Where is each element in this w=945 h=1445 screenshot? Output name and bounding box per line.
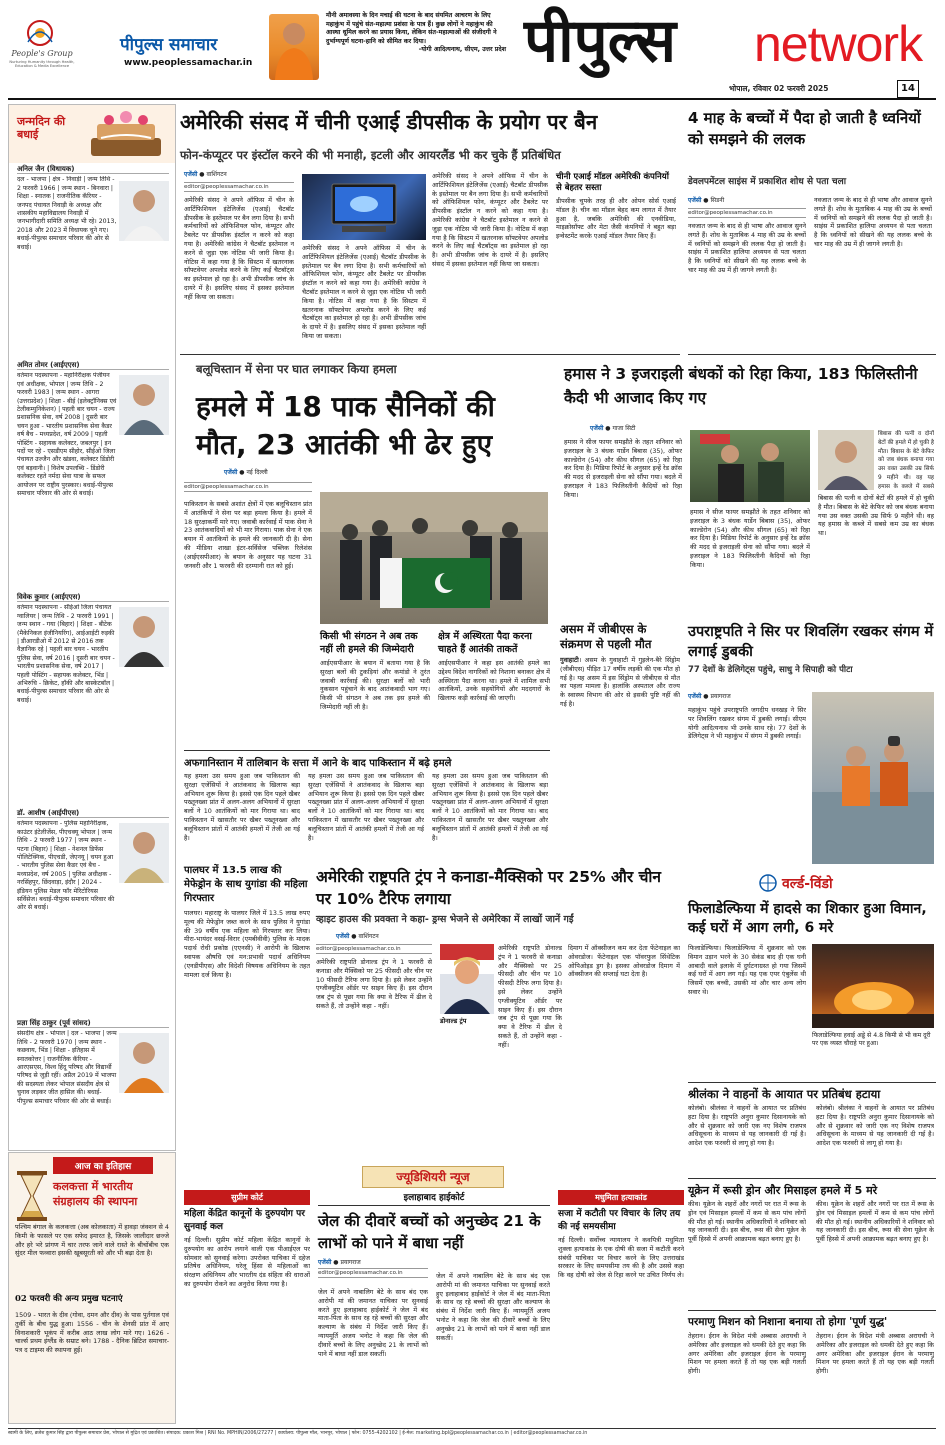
sc-label: सुप्रीम कोर्ट [184,1190,310,1205]
baloch-headline: हमले में 18 पाक सैनिकों की मौत, 23 आतंकी भी ढेर हुए [196,390,495,461]
infant-email: editor@peoplessamachar.co.in [688,208,806,218]
lead-rule [180,354,680,355]
cake-icon [81,108,171,160]
footer-imprint: स्वामी के लिए, ब्रजेश कुमार सिंह द्वारा पीपुल्स समाचार प्रेस, भोपाल से मुद्रित एवं प्रकाशित। संपादक: प्रकाश मिश्र | RNI No. MPHIN/2006/27277 | कार्यालय: पीपुल्स मॉल, भानपुर, भोपाल | फोन: 0755-4202102 | ई-मेल: marketing.bpl@peoplessamachar.co.in | editor@peoplessamachar.co.in [8,1431,588,1436]
entry-photo [119,823,169,883]
entry-photo [119,181,169,241]
afghan-body-col3: यह हमला उस समय हुआ जब पाकिस्तान की सुरक्षा एजेंसियों ने आतंकवाद के खिलाफ बड़ा अभियान शुरू किया है। इससे एक दिन पहले खैबर पख्तूनख्वा प्रांत में अलग-अलग अभियानों में सुरक्षा बलों ने 10 आतंकियों को मार गिराया था। बाद पाकिस्तान में खासतौर पर खैबर पख्तूनख्वा और बलूचिस्तान प्रांतों में आतंकी हमलों में तेजी आ गई है। [432,772,548,842]
byline-agency: एजेंसी [336,933,350,940]
judiciary-section [184,1166,684,1424]
baloch-col2 [438,630,550,740]
sc-story [184,1190,310,1422]
infant-rule [688,354,936,355]
iran-body-col2: तेहरान। ईरान के विदेश मंत्री अब्बास अराघची ने अमेरिका और इजराइल को धमकी देते हुए कहा कि अगर अमेरिका और इजराइल ईरान के परमाणु मिशन पर हमला करते हैं तो यह एक बड़ी गलती होगी। [816,1332,934,1376]
mp-headline: सजा में कटौती पर विचार के लिए तय की नई समयसीमा [558,1209,681,1232]
hamas-headline: हमास ने 3 इजराइली बंधकों को रिहा किया, 183 फिलिस्तीनी कैदी भी आजाद किए गए [564,365,918,407]
entry-photo [119,607,169,667]
ukraine-body-col1: कीव। यूक्रेन के शहरों और नगरों पर रात में रूस के ड्रोन एवं मिसाइल हमलों में कम से कम पांच लोगों की मौत हो गई। स्थानीय अधिकारियों ने शनिवार को यह जानकारी दी। इस बीच, रूस की सेना यूक्रेन के पूर्वी हिस्से में अपनी आक्रामक बढ़त बनाए हुए है। [688,1200,806,1244]
baloch-col1-body: आईएसपीआर के बयान में बताया गया है कि सुरक्षा बलों की टुकड़ियां और कमांडो ने तुरंत जवाबी कार्रवाई की। सुरक्षा बलों को भारी नुकसान पहुंचाने के बाद आतंकवादी भाग गए। किसी भी संगठन ने अब तक इस हमले की जिम्मेदारी नहीं ली है। [320,659,430,711]
assam-body: गुवाहाटी। असम के गुवाहाटी में गुइलेन-बैरे सिंड्रोम (जीबीएस) पीड़ित 17 वर्षीय लड़की की एक मौत हो गई है। यह असम में इस सिंड्रोम से जीबीएस से मौत का पहला मामला है। हालांकि अस्पताल और राज्य के स्वास्थ्य विभाग की ओर से इसकी पुष्टि नहीं की गई है। [560,656,680,708]
entry-photo [119,375,169,435]
hc-headline: जेल की दीवारें बच्चों को अनुच्छेद 21 के लाभों को पाने में बाधा नहीं [318,1212,541,1252]
website: www.peoplessamachar.in [124,58,253,68]
birthday-entry [17,593,169,809]
baloch-byline: एजेंसी ● नई दिल्ली [224,469,268,476]
lead-body-col3: अमेरिकी संसद ने अपने ऑफिस में चीन के आर्टिफिशियल इंटेलिजेंस (एआई) चैटबॉट डीपसीक के इस्तेमाल पर बैन लगा दिया है। सभी कर्मचारियों को ऑफिशियल फोन, कंप्यूटर और टैबलेट पर डीपसीक इंस्टॉल न करने को कहा गया है। अमेरिकी कांग्रेस ने चैटबॉट इस्तेमाल न करने से जुड़ा एक नोटिस भी जारी किया है। नोटिस में कहा गया है कि सिस्टम में खतरनाक सॉफ्टवेयर अपलोड करने के लिए कई चैटबॉट्स का इस्तेमाल हो रहा है। अभी डीपसीक जांच के दायरे में है। इसलिए संसद में इसका इस्तेमाल नहीं किया जा सकता। [432,172,548,268]
entry-details: वर्तमान पदस्थापना - महानिरीक्षक पंजीयन एवं अधीक्षक, भोपाल | जन्म तिथि - 2 फरवरी 1983 | जन्म स्थान - आगरा (उत्तरप्रदेश) | शिक्षा - बीई (इलेक्ट्रॉनिक्स एवं टेलीकम्युनिकेशन) | पहली बार चयन - राज्य प्रशासनिक सेवा, वर्ष 2008 | दूसरी बार चयन हुआ - भारतीय प्रशासनिक सेवा कैडर वर्ष बैच - मध्यप्रदेश, वर्ष 2009 | पहली पोस्टिंग - सहायक कलेक्टर, जबलपुर | इन पदों पर रहे - एसडीएम सीहोर, सीईओ जिला पंचायत उज्जैन और खंडवा, कलेक्टर डिंडोरी एवं बड़वानी। | विशेष उपलब्धि - डिंडोरी कलेक्टर रहते नर्मदा सेवा यात्रा के सफल आयोजन पर राष्ट्रीय पुरस्कार। बधाई-पीपुल्स समाचार परिवार की ओर से बधाई। [17,372,117,498]
yogi-photo [269,14,319,80]
trump-caption: डोनाल्ड ट्रंप [440,1017,467,1025]
hamas-side-body: बिबास की पत्नी व दोनों बेटों की हमले में हो चुकी है मौत। बिबास के बेटे केफिर को जब बंधक बनाया गया उस वक्त उसकी उम्र सिर्फ 9 महीने थी। वह यह हमास के कब्जे में सबसे कम उम्र का बंधक था। [818,494,934,538]
tariff-side-body: दिमाग में ऑक्सीजन कम कर देता फेंटेनाइल का ओवरडोज। फेंटेनाइल एक पॉवरफुल सिंथेटिक ओपिओइड ड्रग है। इसका ओवरडोज दिमाग में ऑक्सीजन की सप्लाई घटा देता है। [568,944,680,979]
lead-headline: अमेरिकी संसद में चीनी एआई डीपसीक के प्रयोग पर बैन [180,110,598,134]
brand-english: network [754,16,923,72]
infant-byline: एजेंसी ● सिडनी [688,197,725,204]
afghan-headline: अफगानिस्तान में तालिबान के सत्ता में आने के बाद पाकिस्तान में बढ़े हमले [184,750,550,769]
sc-headline: महिला केंद्रित कानूनों के दुरुपयोग पर सुनवाई कल [184,1209,305,1232]
lead-email: editor@peoplessamachar.co.in [184,182,294,192]
infant-body-col2: नवजात जन्म के बाद से ही भाषा और आवाज सुनने लगते हैं। शोध के मुताबिक 4 माह की उम्र के बच्चों में ध्वनियों को समझने की ललक पैदा हो जाती है। साइंस में प्रकाशित हालिया अध्ययन से पता चलता है कि ध्वनियों को सीखने की यह ललक बच्चे के चार माह की उम्र में ही जागने लगती है। [814,196,932,248]
mp-body: नई दिल्ली। सर्वोच्च न्यायालय ने कवयित्री मधुमिता शुक्ला हत्याकांड के एक दोषी की सजा में कटौती करने संबंधी याचिका पर विचार करने के लिए उत्तराखंड सरकार के लिए समयसीमा तय की है और उससे कहा कि वह दोषी को जेल से रिहा करने पर उचित निर्णय ले। [558,1236,684,1280]
entry-name: विवेक कुमार (आईएएस) [17,593,169,602]
world-section [688,874,936,1424]
byline-place: नई दिल्ली [246,469,268,476]
brand-logo [524,6,929,82]
ukraine-body-col2: कीव। यूक्रेन के शहरों और नगरों पर रात में रूस के ड्रोन एवं मिसाइल हमलों में कम से कम पांच लोगों की मौत हो गई। स्थानीय अधिकारियों ने शनिवार को यह जानकारी दी। इस बीच, रूस की सेना यूक्रेन के पूर्वी हिस्से में अपनी आक्रामक बढ़त बनाए हुए है। [816,1200,934,1244]
mp-story [558,1190,684,1422]
history-box [8,1152,176,1424]
infant-body-col1: नवजात जन्म के बाद से ही भाषा और आवाज सुनने लगते हैं। शोध के मुताबिक 4 माह की उम्र के बच्चों में ध्वनियों को समझने की ललक पैदा हो जाती है। साइंस में प्रकाशित हालिया अध्ययन से पता चलता है कि ध्वनियों को सीखने की यह ललक बच्चे के चार माह की उम्र में ही जागने लगती है। [688,222,806,274]
byline-place: सिडनी [710,197,725,204]
entry-photo [119,1033,169,1093]
flag-ceremony-photo [320,492,548,624]
group-tagline: Nurturing Humanity through Health, Education & Media Excellence [9,60,75,69]
history-body: पश्चिम बंगाल के कलकत्ता (अब कोलकाता) में हावड़ा जंक्शन से 4 किमी के फासले पर एक सफेद इमारत है, जिसके जालीदार छज्जे और हरे भरे प्रांगण में चार तरफ जाने वाले रास्ते के बीचोंबीच एक सुंदर मील फव्वारा इसकी खूबसूरती को और भी बढ़ा देता है। [15,1223,169,1258]
assam-story [560,622,680,872]
quote-author: -योगी आदित्यनाथ, सीएम, उत्तर प्रदेश [418,46,506,54]
group-name: People's Group [11,49,73,58]
world-label [758,874,934,894]
plane-caption: फिलाडेल्फिया हवाई अड्डे से 4.8 किमी से भी कम दूरी पर एक व्यस्त चौराहे पर हुआ। [812,1032,931,1048]
hc-email: editor@peoplessamachar.co.in [318,1268,428,1278]
mp-label: मधुमिता हत्याकांड [558,1190,684,1205]
brand-hindi: पीपुल्स [524,6,677,76]
entry-details: दल - भाजपा | क्षेत्र - निवाड़ी | जन्म तिथि - 2 फरवरी 1966 | जन्म स्थान - बिनवारा | शिक्षा - स्नातक | राजनीतिक कॅरियर - जनपद पंचायत निवाड़ी के अध्यक्ष और शासकीय महाविद्यालय निवाड़ी में जनभागीदारी समिति अध्यक्ष भी रहे। 2013, 2018 और 2023 में विधायक चुने गए। बधाई-पीपुल्स समाचार परिवार की ओर से बधाई। [17,176,117,251]
hamas-side-top: बिबास की पत्नी व दोनों बेटों की हमले में हो चुकी है मौत। बिबास के बेटे केफिर को जब बंधक बनाया गया उस वक्त उसकी उम्र सिर्फ 9 महीने थी। वह यह हमास के कब्जे में सबसे [878,431,934,490]
peoples-group-logo [6,18,78,78]
baloch-col1-title: किसी भी संगठन ने अब तक नहीं ली हमले की जिम्मेदारी [320,631,418,655]
world-label-text: वर्ल्ड-विंडो [782,876,833,892]
byline-place: वाशिंगटन [206,171,227,178]
sc-body: नई दिल्ली। सुप्रीम कोर्ट महिला केंद्रित कानूनों के दुरुपयोग का आरोप लगाने वाली एक पीआईएल पर सोमवार को सुनवाई करेगा। उपरोक्त याचिका में दहेज प्रतिषेध अधिनियम, घरेलू हिंसा से महिलाओं का संरक्षण अधिनियम और भारतीय दंड संहिता की धाराओं का दुरुपयोग रोकने का अनुरोध किया गया है। [184,1236,310,1288]
hamas-byline: एजेंसी ● गाजा सिटी [590,425,636,432]
lead-story [180,104,680,356]
vp-byline: एजेंसी ● प्रयागराज [688,693,731,700]
history-events: 1509 - भारत के दीव (गोवा, दमन और दीव) के पास पुर्तगाल एवं तुर्की के बीच युद्ध हुआ। 1556 - चीन के शेनसी प्रांत में आए विनाशकारी भूकंप में करीब आठ लाख लोग मारे गए। 1626 - चार्ल्स प्रथम इंग्लैंड के सम्राट बने। 1788 - दैनिक ब्रिटिश समाचार-पत्र द टाइम्स की स्थापना हुई। [15,1311,169,1355]
vp-headline: उपराष्ट्रपति ने सिर पर शिवलिंग रखकर संगम में लगाई डुबकी [688,624,934,660]
lead-byline: एजेंसी ● वाशिंगटन [184,171,227,178]
iran-headline: परमाणु मिशन को निशाना बनाया तो होगा 'पूर्ण युद्ध' [688,1310,936,1329]
tariff-story [316,864,680,1164]
hc-body-col1: जेल में अपने नाबालिग बेटे के साथ बंद एक आरोपी मां की जमानत याचिका पर सुनवाई करते हुए इलाहाबाद हाईकोर्ट ने जेल में बंद माता-पिता के साथ रह रहे बच्चों की सुरक्षा और कल्याण के संबंध में निर्देश जारी किए हैं। न्यायमूर्ति अजय भनोट ने कहा कि जेल की दीवारें बच्चों के लिए अनुच्छेद 21 के लाभों को पाने में बाधा नहीं डाल सकतीं। [318,1288,428,1358]
trump-photo [440,944,494,1014]
footer [8,1428,936,1443]
palghar-story [184,864,310,1082]
birthday-entries [17,165,169,1151]
birthday-title: जन्मदिन की बधाई [17,115,66,141]
lanka-headline: श्रीलंका ने वाहनों के आयात पर प्रतिबंध हटाया [688,1082,936,1102]
birthday-entry [17,1019,169,1151]
hourglass-icon [15,1171,49,1221]
iran-body-col1: तेहरान। ईरान के विदेश मंत्री अब्बास अराघची ने अमेरिका और इजराइल को धमकी देते हुए कहा कि अगर अमेरिका और इजराइल ईरान के परमाणु मिशन पर हमला करते हैं तो यह एक बड़ी गलती होगी। [688,1332,806,1376]
birthday-header [9,105,175,163]
baloch-story [180,360,552,870]
globe-icon [758,874,778,892]
birthday-entry [17,361,169,593]
byline-agency: एजेंसी [688,197,702,204]
masthead [0,0,945,100]
history-headline: कलकत्ता में भारतीय संग्रहालय की स्थापना [53,1180,138,1208]
plane-headline: फिलाडेल्फिया में हादसे का शिकार हुआ विमान, कई घरों में आग लगी, 6 मरे [688,901,927,936]
lead-side-title: चीनी एआई मॉडल अमेरिकी कंपनियों से बेहतर सस्ता [556,172,669,193]
lanka-body-col2: कोलंबो। श्रीलंका ने वाहनों के आयात पर प्रतिबंध हटा दिया है। राष्ट्रपति अनुरा कुमार दिसानायके को और से शुक्रवार को जारी एक नए विशेष राजपत्र अधिसूचना के माध्यम से यह जानकारी दी गई है। आदेश एक फरवरी से लागू हो गया है। [816,1104,934,1148]
assam-headline: असम में जीबीएस के संक्रमण से पहली मौत [560,622,652,651]
lead-side-body: डीपसीक चुपके तरह ही और ओपन सोर्स एआई मॉडल है। चीन का मॉडल बेहद कम लागत में तैयार हुआ है, जबकि अमेरिकी की एनवीडिया, माइक्रोसॉफ्ट और मेटा जैसी कंपनियों ने बहुत बड़ा इन्वेस्टमेंट करके एआई मॉडल तैयार किए हैं। [556,197,676,241]
infant-story [688,104,936,356]
birthday-entry [17,809,169,1019]
lead-body-col1: अमेरिकी संसद ने अपने ऑफिस में चीन के आर्टिफिशियल इंटेलिजेंस (एआई) चैटबॉट डीपसीक के इस्तेमाल पर बैन लगा दिया है। सभी कर्मचारियों को ऑफिशियल फोन, कंप्यूटर और टैबलेट पर डीपसीक इंस्टॉल न करने को कहा गया है। अमेरिकी कांग्रेस ने चैटबॉट इस्तेमाल न करने से जुड़ा एक नोटिस भी जारी किया है। नोटिस में कहा गया है कि सिस्टम में खतरनाक सॉफ्टवेयर अपलोड करने के लिए कई चैटबॉट्स का इस्तेमाल हो रहा है। अभी डीपसीक जांच के दायरे में है। इसलिए संसद में इसका इस्तेमाल नहीं किया जा सकता। [184,196,294,301]
baloch-body: पाकिस्तान के सबसे अशांत क्षेत्रों में एक बलूचिस्तान प्रांत में आतंकियों ने सेना पर बड़ा हमला किया है। हमले में 18 सुरक्षाकर्मी मारे गए। जवाबी कार्रवाई में पाक सेना ने 23 आतंकवादियों को भी मार गिराया। पाक सेना ने एक बयान में आतंकियों के हमले की जानकारी दी है। सेना की मीडिया शाखा इंटर-सर्विसेज पब्लिक रिलेशंस (आईएसपीआर) के बयान के अनुसार यह घटना 31 जनवरी और 1 फरवरी की दरम्यानी रात को हुई। [184,500,312,570]
plane-crash-photo [812,944,934,1028]
baloch-col2-body: आईएसपीआर ने कहा इस आतंकी हमले का उद्देश्य विदेश नागरिकों को निशाना बनाकर क्षेत्र में अस्थिरता पैदा करना था। हमले में शामिल सभी आतंकियों, उनके सहयोगियों और मददगारों के खिलाफ कड़ी कार्रवाई की जाएगी। [438,659,550,703]
hc-body-col2: जेल में अपने नाबालिग बेटे के साथ बंद एक आरोपी मां की जमानत याचिका पर सुनवाई करते हुए इलाहाबाद हाईकोर्ट ने जेल में बंद माता-पिता के साथ रह रहे बच्चों की सुरक्षा और कल्याण के संबंध में निर्देश जारी किए हैं। न्यायमूर्ति अजय भनोट ने कहा कि जेल की दीवारें बच्चों के लिए अनुच्छेद 21 के लाभों को पाने में बाधा नहीं डाल सकतीं। [436,1272,550,1342]
birthday-column [8,104,176,1151]
lead-deck: फोन-कंप्यूटर पर इंस्टॉल करने की भी मनाही, इटली और आयरलैंड भी कर चुके हैं प्रतिबंधित [180,148,561,162]
byline-agency: एजेंसी [318,1259,332,1266]
hamas-body-col2: हमास ने सीज फायर समझौते के तहत शनिवार को इजराइल के 3 बंधक यार्डेन बिबास (35), ओफर काल्डेरोन (54) और कीथ सीगल (65) को रिहा कर दिया है। मिडिया रिपोर्ट के अनुसार इन्हें रेड क्रॉस की मदद से इजराइली सेना को सौंपा गया। बदले में इजराइल ने 183 फिलिस्तीनी कैदियों को रिहा किया। [690,508,810,569]
tariff-deck: व्हाइट हाउस की प्रवक्ता ने कहा- ड्रग्स भेजने से अमेरिका में लाखों जानें गईं [316,914,574,925]
history-subhead: 02 फरवरी की अन्य प्रमुख घटनाएं [15,1294,123,1304]
byline-agency: एजेंसी [184,171,198,178]
entry-details: वर्तमान पदस्थापना - सीईओ जिला पंचायत ग्वालियर | जन्म तिथि - 2 फरवरी 1991 | जन्म स्थान - गया (बिहार) | शिक्षा - बीटेक (मैकेनिकल इंजीनियरिंग), आईआईटी रुड़की | डीआरडीओ में 2012 से 2016 तक वैज्ञानिक रहे | पहली बार चयन - भारतीय पुलिस सेवा, वर्ष 2016 | दूसरी बार चयन - भारतीय प्रशासनिक सेवा, वर्ष 2017 | पहली पोस्टिंग - सहायक कलेक्टर, भिंड | अभिरुचि - क्रिकेट, हॉकी और बास्केटबॉल | बधाई-पीपुल्स समाचार परिवार की ओर से बधाई। [17,604,115,704]
lead-side-box [556,172,676,344]
masthead-rule [8,98,936,100]
tariff-headline: अमेरिकी राष्ट्रपति ट्रंप ने कनाडा-मैक्सिको पर 25% और चीन पर 10% टैरिफ लगाया [316,868,662,908]
hamas-story [560,360,936,618]
byline-place: गाजा सिटी [612,425,636,432]
lanka-body-col1: कोलंबो। श्रीलंका ने वाहनों के आयात पर प्रतिबंध हटा दिया है। राष्ट्रपति अनुरा कुमार दिसानायके को और से शुक्रवार को जारी एक नए विशेष राजपत्र अधिसूचना के माध्यम से यह जानकारी दी गई है। आदेश एक फरवरी से लागू हो गया है। [688,1104,806,1148]
quote-body: मौनी अमावस्या के दिन मचाई की घटना के बाद संयमित आचरण के लिए महाकुंभ में पहुंचे संत-महात्मा प्रशंसा के पात्र हैं। कुछ लोगों ने महाकुंभ की आस्था धूमिल करने का प्रयास किया, लेकिन संत-महात्माओं की संजीदगी ने दुर्भाग्यपूर्ण घटना-हानि को सीमित कर दिया। [326,12,497,45]
plane-body: फिलाडेल्फिया। फिलाडेल्फिया में शुक्रवार को एक विमान उड़ान भरने के 30 सेकंड बाद ही एक घनी आबादी वाले इलाके में दुर्घटनाग्रस्त हो गया जिसमें कई घरों में आग लग गई। यह एक एयर एंबुलेंस थी जिसमें एक बच्ची, उसकी मां और चार अन्य लोग सवार थे। [688,944,806,996]
tariff-body-col1: अमेरिकी राष्ट्रपति डोनाल्ड ट्रंप ने 1 फरवरी से कनाडा और मैक्सिको पर 25 फीसदी और चीन पर 10 फीसदी टैरिफ लगा दिया है। इसे लेकर उन्होंने एग्जीक्यूटिव ऑर्डर पर साइन किए हैं। इस दौरान जब ट्रंप से पूछा गया कि क्या वे टैरिफ में ढील दे सकते हैं, तो उन्होंने कहा - नहीं। [316,958,432,1010]
hostage-photo [690,430,810,502]
palghar-headline: पालघर में 13.5 लाख की मेफेड्रोन के साथ युगांडा की महिला गिरफ्तार [184,865,308,904]
baloch-kicker: बलूचिस्तान में सेना पर घात लगाकर किया हमला [196,362,397,376]
history-label: आज का इतिहास [53,1157,153,1174]
infant-deck: डेवलपमेंटल साइंस में प्रकाशित शोध से पता चला [688,177,847,187]
ukraine-headline: यूक्रेन में रूसी ड्रोन और मिसाइल हमले में 5 मरे [688,1178,936,1198]
birthday-entry [17,165,169,361]
entry-details: वर्तमान पदस्थापना - पुलिस महानिरीक्षक, काउंटर इंटेलीजेंस, पीएचक्यू भोपाल | जन्म तिथि - 2 फरवरी 1977 | जन्म स्थान - पटना (बिहार) | शिक्षा - नेशनल डिफेंस पोलिटेक्निक, पीएचडी, जेएनयू | चयन हुआ - भारतीय पुलिस सेवा कैडर एवं बैच - मध्यप्रदेश, वर्ष 2005 | पुलिस अधीक्षक - नरसिंहपुर, छिंदवाड़ा, इंदौर | 2024 - इंडियन पुलिस मेडल फॉर मेरिटोरियस सर्विसेज। बधाई-पीपुल्स समाचार परिवार की ओर से बधाई। [17,820,115,912]
hc-story [318,1190,550,1422]
lead-body-col2: अमेरिकी संसद ने अपने ऑफिस में चीन के आर्टिफिशियल इंटेलिजेंस (एआई) चैटबॉट डीपसीक के इस्तेमाल पर बैन लगा दिया है। सभी कर्मचारियों को ऑफिशियल फोन, कंप्यूटर और टैबलेट पर डीपसीक इंस्टॉल न करने को कहा गया है। अमेरिकी कांग्रेस ने चैटबॉट इस्तेमाल न करने से जुड़ा एक नोटिस भी जारी किया है। नोटिस में कहा गया है कि सिस्टम में खतरनाक सॉफ्टवेयर अपलोड करने के लिए कई चैटबॉट्स का इस्तेमाल हो रहा है। अभी डीपसीक जांच के दायरे में है। इसलिए संसद में इसका इस्तेमाल नहीं किया जा सकता। [302,244,426,340]
tariff-body-col2: अमेरिकी राष्ट्रपति डोनाल्ड ट्रंप ने 1 फरवरी से कनाडा और मैक्सिको पर 25 फीसदी और चीन पर 10 फीसदी टैरिफ लगा दिया है। इसे लेकर उन्होंने एग्जीक्यूटिव ऑर्डर पर साइन किए हैं। इस दौरान जब ट्रंप से पूछा गया कि क्या वे टैरिफ में ढील दे सकते हैं, तो उन्होंने कहा - नहीं। [498,944,562,1049]
afghan-body-col1: यह हमला उस समय हुआ जब पाकिस्तान की सुरक्षा एजेंसियों ने आतंकवाद के खिलाफ बड़ा अभियान शुरू किया है। इससे एक दिन पहले खैबर पख्तूनख्वा प्रांत में अलग-अलग अभियानों में सुरक्षा बलों ने 10 आतंकियों को मार गिराया था। बाद पाकिस्तान में खासतौर पर खैबर पख्तूनख्वा और बलूचिस्तान प्रांतों में आतंकी हमलों में तेजी आ गई है। [184,772,300,842]
vp-story [688,622,936,872]
sangam-photo [812,692,934,864]
bibas-photo [818,430,874,490]
baloch-col1 [320,630,430,740]
byline-place: वाशिंगटन [358,933,379,940]
entry-name: प्रज्ञा सिंह ठाकुर (पूर्व सांसद) [17,1019,169,1028]
deepseek-photo [302,174,426,240]
infant-headline: 4 माह के बच्चों में पैदा हो जाती है ध्वनियों को समझने की ललक [688,109,921,148]
vp-body: महाकुंभ पहुंचे उपराष्ट्रपति जगदीप धनखड़ ने सिर पर शिवलिंग रखकर संगम में डुबकी लगाई। सीएम योगी आदित्यनाथ भी उनके साथ रहे। 77 देशों के डेलिगेट्स ने भी महाकुंभ में संगम में डुबकी लगाई। [688,706,806,741]
entry-details: संसदीय क्षेत्र - भोपाल | दल - भाजपा | जन्म तिथि - 2 फरवरी 1970 | जन्म स्थान - कछवाय, भिंड | शिक्षा - इतिहास में स्नातकोत्तर | राजनीतिक कॅरियर - आरएसएस, विश्व हिंदू परिषद और विद्यार्थी परिषद से जुड़ी रहीं। अप्रैल 2019 में भाजपा की सदस्यता लेकर भोपाल संसदीय क्षेत्र से चुनाव लड़कर जीत हासिल की। बधाई-पीपुल्स समाचार परिवार की ओर से बधाई। [17,1030,117,1105]
assam-body-text: असम के गुवाहाटी में गुइलेन-बैरे सिंड्रोम (जीबीएस) पीड़ित 17 वर्षीय लड़की की एक मौत हो गई है। यह असम में इस सिंड्रोम से जीबीएस से मौत का पहला मामला है। हालांकि अस्पताल और राज्य के स्वास्थ्य विभाग की ओर से इसकी पुष्टि नहीं की गई है। [560,656,680,708]
hamas-body-col1: हमास ने सीज फायर समझौते के तहत शनिवार को इजराइल के 3 बंधक यार्डेन बिबास (35), ओफर काल्डेरोन (54) और कीथ सीगल (65) को रिहा कर दिया है। मिडिया रिपोर्ट के अनुसार इन्हें रेड क्रॉस की मदद से इजराइली सेना को सौंपा गया। बदले में इजराइल ने 183 फिलिस्तीनी कैदियों को रिहा किया। [564,438,682,499]
palghar-body: पालघर। महाराष्ट्र के पालघर जिले में 13.5 लाख रुपए मूल्य की मेफेड्रोन जब्त करने के साथ पुलिस ने युगांडा की 39 वर्षीय एक महिला को गिरफ्तार कर लिया। मीरा-भायंदर वसई-विरार (एमबीवीवी) पुलिस के मादक पदार्थ रोधी प्रकोष्ठ (एएनसी) ने आरोपी के खिलाफ स्वापक औषधि एवं मन:प्रभावी पदार्थ अधिनियम (एनडीपीएस) और विदेशी विषयक अधिनियम के तहत मामला दर्ज किया है। [184,909,310,979]
paper-title: पीपुल्स समाचार [120,35,218,55]
byline-place: प्रयागराज [710,693,731,700]
byline-agency: एजेंसी [688,693,702,700]
tariff-byline: एजेंसी ● वाशिंगटन [336,933,379,940]
byline-agency: एजेंसी [224,469,238,476]
entry-name: अनिल जैन (विधायक) [17,165,169,174]
entry-name: डॉ. आशीष (आईपीएस) [17,809,169,818]
assam-place: गुवाहाटी [560,656,579,664]
baloch-email: editor@peoplessamachar.co.in [184,482,312,492]
vp-deck: 77 देशों के डेलिगेट्स पहुंचे, साधु ने सिपाही को पीटा [688,665,853,675]
byline-agency: एजेंसी [590,425,604,432]
baloch-col2-title: क्षेत्र में अस्थिरता पैदा करना चाहते हैं आतंकी ताकतें [438,631,532,655]
group-logo-icon [20,18,60,48]
tariff-email: editor@peoplessamachar.co.in [316,944,432,954]
dateline: भोपाल, रविवार 02 फरवरी 2025 [729,84,829,93]
hc-byline: एजेंसी ● प्रयागराज [318,1259,361,1266]
judiciary-label: ज्यूडिशियरी न्यूज [362,1166,504,1188]
byline-place: प्रयागराज [340,1259,361,1266]
hc-label: इलाहाबाद हाईकोर्ट [318,1190,550,1206]
page-number: 14 [897,80,919,98]
entry-name: अमित तोमर (आईएएस) [17,361,169,370]
quote-text [326,12,506,55]
afghan-body-col2: यह हमला उस समय हुआ जब पाकिस्तान की सुरक्षा एजेंसियों ने आतंकवाद के खिलाफ बड़ा अभियान शुरू किया है। इससे एक दिन पहले खैबर पख्तूनख्वा प्रांत में अलग-अलग अभियानों में सुरक्षा बलों ने 10 आतंकियों को मार गिराया था। बाद पाकिस्तान में खासतौर पर खैबर पख्तूनख्वा और बलूचिस्तान प्रांतों में आतंकी हमलों में तेजी आ गई है। [308,772,424,842]
